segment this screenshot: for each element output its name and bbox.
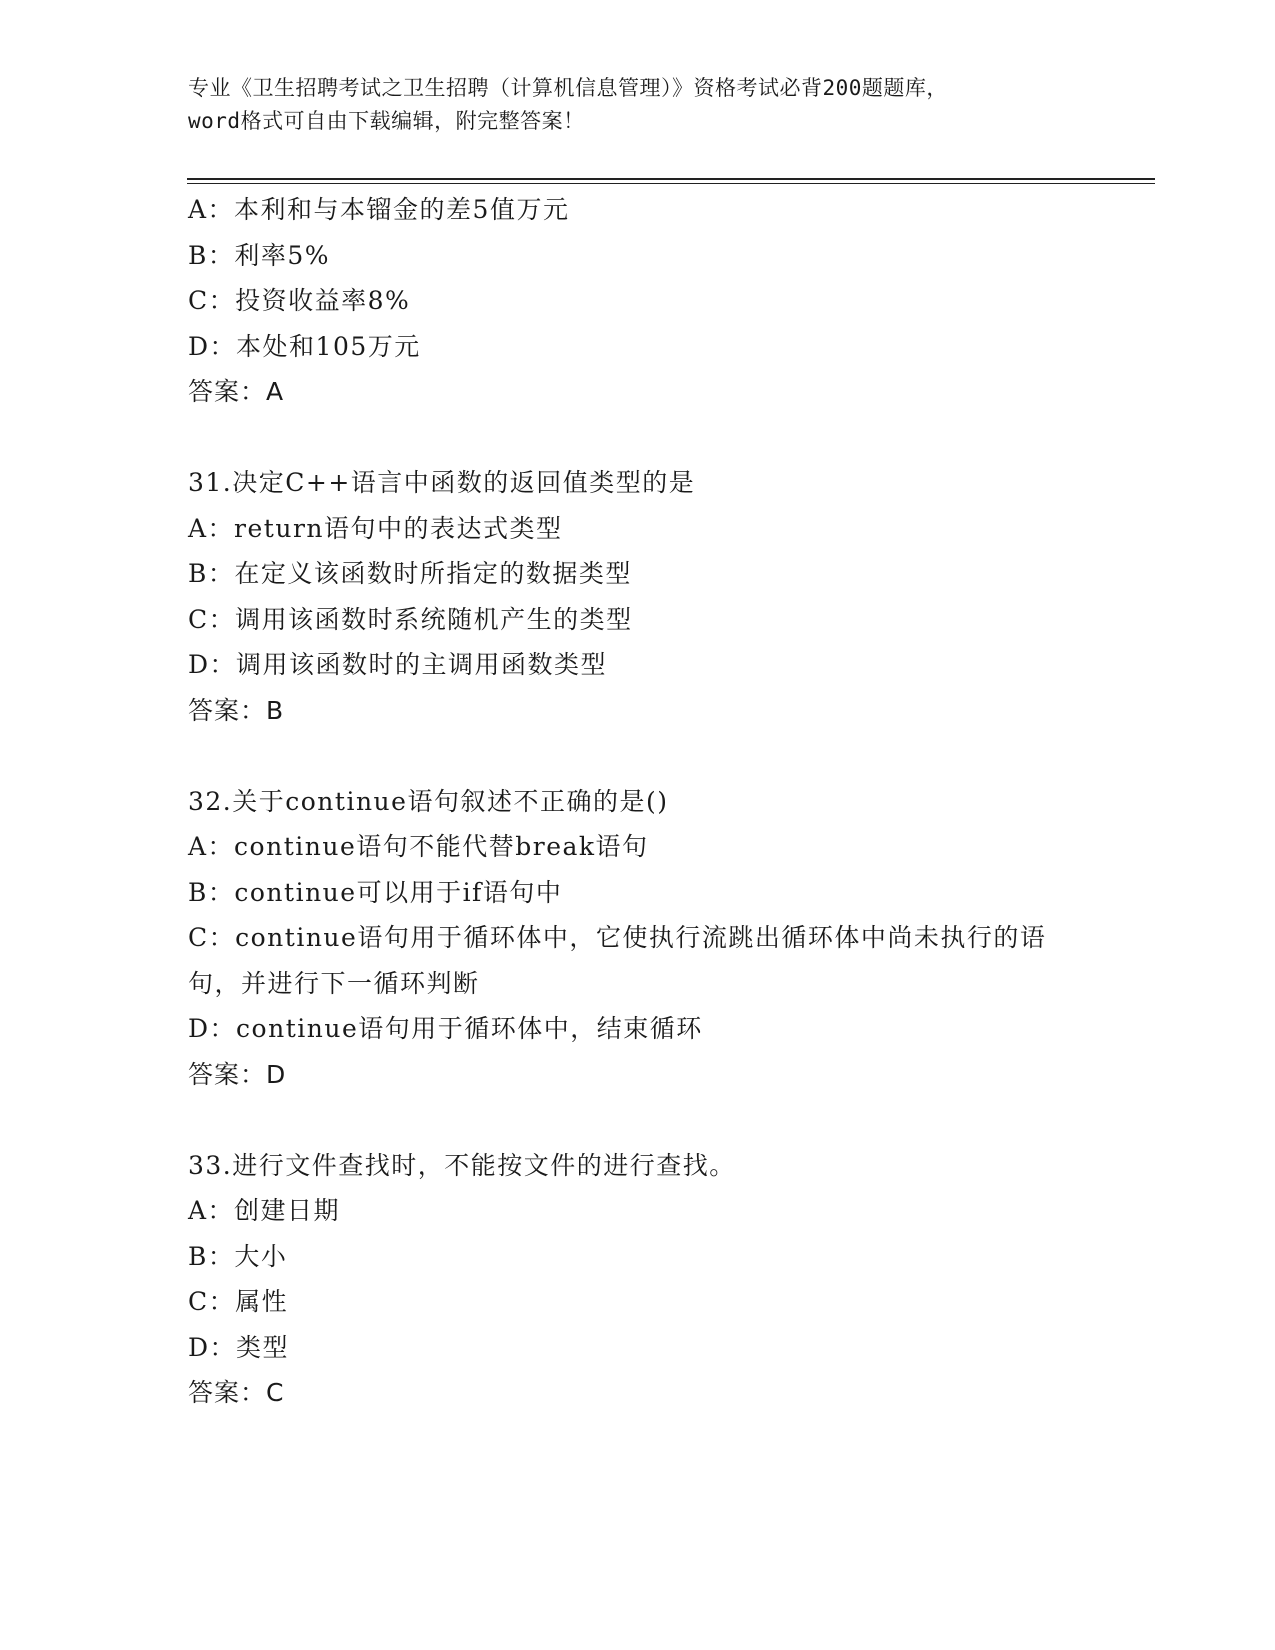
question-list [188,187,1088,1416]
option-c: C：属性 [188,1287,289,1316]
option-d: D：本处和105万元 [188,331,421,361]
option-c: C：投资收益率8% [188,286,411,315]
answer: 答案：D [188,1059,287,1089]
answer: 答案：C [188,1378,285,1407]
option-d: D：调用该函数时的主调用函数类型 [188,650,608,679]
header-divider-thin [187,183,1155,184]
answer: 答案：B [188,695,285,725]
option-b: B：continue可以用于if语句中 [188,877,563,907]
question-text: 31.决定C++语言中函数的返回值类型的是 [188,468,696,497]
option-d: D：continue语句用于循环体中，结束循环 [188,1014,703,1043]
option-d: D：类型 [188,1332,290,1362]
question-text: 33.进行文件查找时，不能按文件的进行查找。 [188,1150,736,1180]
option-a: A：本利和与本镏金的差5值万元 [188,195,570,224]
option-b: B：利率5% [188,240,331,270]
question-block [188,779,1088,1098]
option-a: A：continue语句不能代替break语句 [188,832,649,861]
option-c: C：调用该函数时系统随机产生的类型 [188,604,633,634]
document-header [188,72,1088,138]
question-block [188,460,1088,733]
option-a: A：return语句中的表达式类型 [188,513,563,543]
option-a: A：创建日期 [188,1196,341,1225]
header-divider-thick [187,178,1155,180]
option-b: B：大小 [188,1241,288,1271]
header-line-1: 专业《卫生招聘考试之卫生招聘（计算机信息管理）》资格考试必背200题题库， [188,76,948,100]
option-b: B：在定义该函数时所指定的数据类型 [188,559,632,588]
question-block [188,187,1088,415]
question-text: 32.关于continue语句叙述不正确的是() [188,786,669,816]
answer: 答案：A [188,377,285,406]
option-c: C：continue语句用于循环体中，它使执行流跳出循环体中尚未执行的语句，并进行下一循环判断 [188,923,1047,998]
header-line-2: word格式可自由下载编辑，附完整答案！ [188,109,585,133]
question-block [188,1143,1088,1416]
